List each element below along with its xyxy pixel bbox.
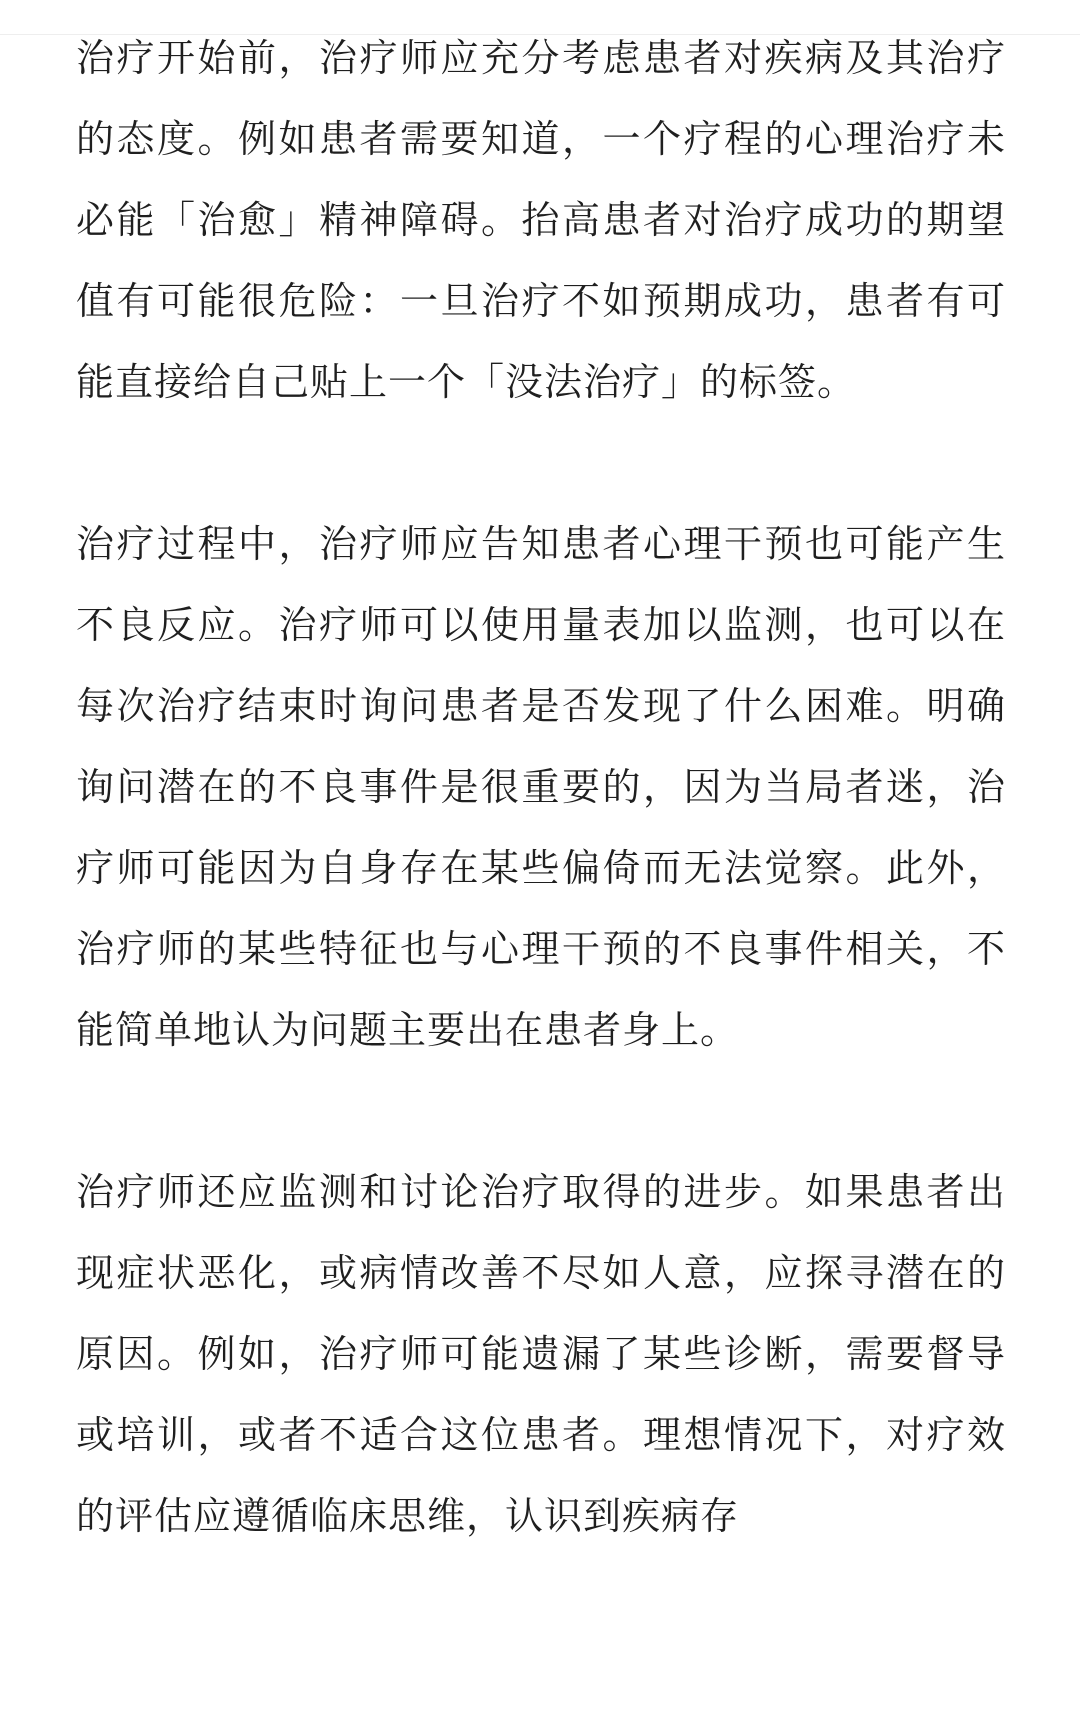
paragraph-3: 治疗师还应监测和讨论治疗取得的进步。如果患者出现症状恶化，或病情改善不尽如人意，应探寻潜在的原因。例如，治疗师可能遗漏了某些诊断，需要督导或培训，或者不适合这位患者。理想情况下，对疗效的评估应遵循临床思维，认识到疾病存 [76, 1170, 1006, 1538]
paragraph-1: 治疗开始前，治疗师应充分考虑患者对疾病及其治疗的态度。例如患者需要知道，一个疗程的心理治疗未必能「治愈」精神障碍。抬高患者对治疗成功的期望值有可能很危险：一旦治疗不如预期成功，患者有可能直接给自己贴上一个「没法治疗」的标签。 [76, 36, 1006, 404]
article-body [76, 18, 1006, 1557]
paragraph-2: 治疗过程中，治疗师应告知患者心理干预也可能产生不良反应。治疗师可以使用量表加以监测，也可以在每次治疗结束时询问患者是否发现了什么困难。明确询问潜在的不良事件是很重要的，因为当局者迷，治疗师可能因为自身存在某些偏倚而无法觉察。此外，治疗师的某些特征也与心理干预的不良事件相关，不能简单地认为问题主要出在患者身上。 [76, 522, 1006, 1052]
